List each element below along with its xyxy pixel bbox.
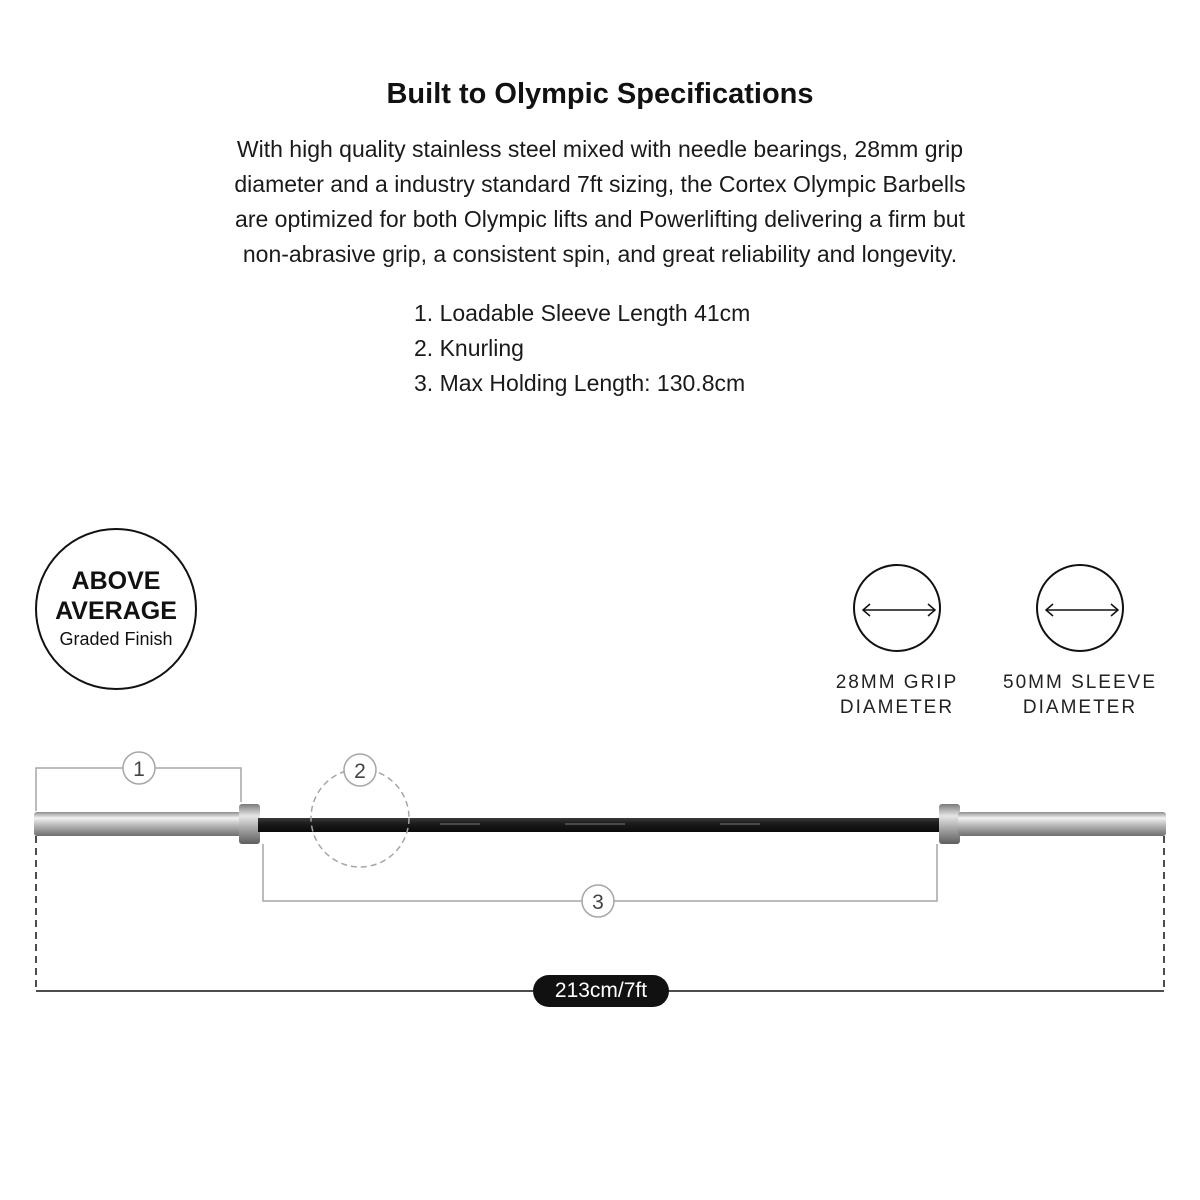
- sleeve-diameter-circle: [1036, 564, 1124, 652]
- grip-diameter-label: [797, 670, 997, 720]
- sleeve-diameter-label: [980, 670, 1180, 720]
- grip-diameter-circle: [853, 564, 941, 652]
- spec-item-knurling: 2. Knurling: [414, 335, 524, 361]
- left-collar: [239, 804, 260, 844]
- badge-line-2: AVERAGE: [55, 597, 177, 625]
- right-collar: [939, 804, 960, 844]
- grip-diameter-spec: [797, 564, 997, 720]
- barbell-diagram: [0, 740, 1200, 1010]
- right-sleeve: [958, 812, 1166, 836]
- callout-1-marker: [123, 752, 155, 784]
- knurl-mark: [720, 823, 760, 825]
- spec-item-sleeve-length: 1. Loadable Sleeve Length 41cm: [414, 300, 751, 326]
- spec-list: [414, 296, 914, 401]
- left-sleeve: [34, 812, 241, 836]
- sleeve-diameter-label-line1: 50MM SLEEVE: [1003, 672, 1157, 693]
- description-line: diameter and a industry standard 7ft sizing, the Cortex Olympic Barbells: [234, 171, 966, 197]
- description: [150, 132, 1050, 272]
- callout-2-number: 2: [354, 760, 366, 783]
- sleeve-diameter-spec: [980, 564, 1180, 720]
- callout-2-marker: [344, 754, 376, 786]
- double-arrow-icon: [855, 566, 943, 654]
- spec-item-holding-length: 3. Max Holding Length: 130.8cm: [414, 370, 746, 396]
- badge-line-1: ABOVE: [71, 567, 161, 595]
- description-line: are optimized for both Olympic lifts and Powerlifting delivering a firm but: [235, 206, 965, 232]
- grip-diameter-label-line2: DIAMETER: [839, 697, 955, 718]
- sleeve-diameter-label-line2: DIAMETER: [1022, 697, 1138, 718]
- barbell: [34, 804, 1166, 844]
- knurl-mark: [440, 823, 480, 825]
- description-line: non-abrasive grip, a consistent spin, and great reliability and longevity.: [242, 241, 958, 267]
- callout-1-number: 1: [133, 758, 145, 781]
- finish-badge: [35, 528, 197, 690]
- double-arrow-icon: [1038, 566, 1126, 654]
- callout-3-marker: [582, 885, 614, 917]
- callout-3-number: 3: [592, 891, 604, 914]
- knurl-mark: [565, 823, 625, 825]
- badge-line-3: Graded Finish: [59, 629, 173, 649]
- total-length-label: 213cm/7ft: [533, 975, 669, 1007]
- page-title: Built to Olympic Specifications: [386, 78, 814, 110]
- grip-diameter-label-line1: 28MM GRIP: [835, 672, 959, 693]
- description-line: With high quality stainless steel mixed with needle bearings, 28mm grip: [236, 136, 964, 162]
